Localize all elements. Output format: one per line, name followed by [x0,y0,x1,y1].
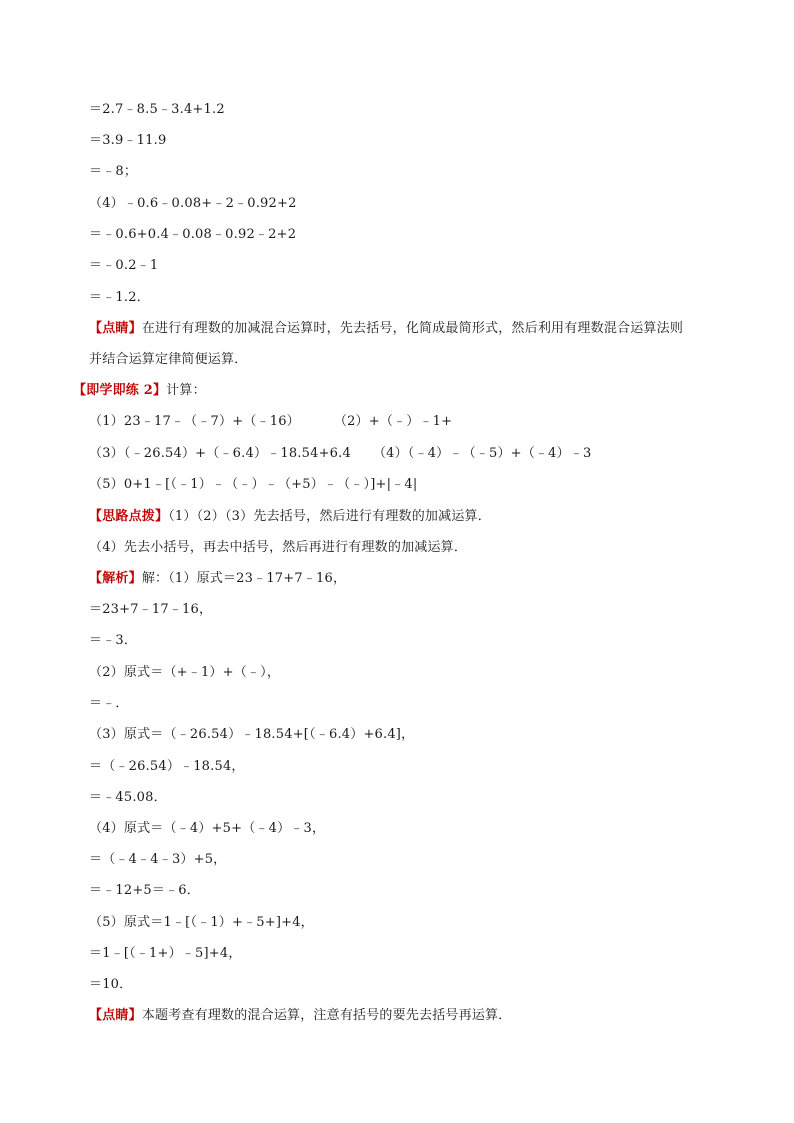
calc-line: ＝﹣8； [89,164,138,179]
key-point-paragraph [89,1007,511,1025]
solution-tag: 【解析】 [89,571,142,586]
hint-paragraph [89,508,491,526]
calc-line: （2）原式＝（+﹣1）+（﹣）， [89,665,281,680]
key-point-tag: 【点睛】 [89,321,142,336]
calc-line: ＝﹣3． [89,633,138,648]
key-point-tag: 【点睛】 [89,1008,142,1023]
calc-line: （5）原式＝1﹣[（﹣1）+﹣5+]+4， [89,915,314,930]
solution-paragraph [89,570,346,588]
calc-line: ＝10． [89,977,133,992]
problem-row [89,413,452,431]
problem-4: （4）（﹣4）﹣（﹣5）+（﹣4）﹣3 [372,446,592,461]
calc-line: ＝3.9﹣11.9 [89,133,167,148]
problem-1: （1）23﹣17﹣（﹣7）+（﹣16） [89,414,300,429]
problem-row [89,445,592,463]
calc-line: ＝﹣12+5＝﹣6． [89,883,200,898]
hint-tag: 【思路点拨】 [89,509,169,524]
calc-line: （4）原式＝（﹣4）+5+（﹣4）﹣3， [89,821,326,836]
calc-line: ＝﹣1.2． [89,290,150,305]
key-point-continuation: 并结合运算定律简便运算． [89,352,248,367]
calc-line: ＝﹣0.2﹣1 [89,258,159,273]
problem-2: （2）+（﹣）﹣1+ [333,414,453,429]
practice-heading [73,382,206,400]
practice-tag: 【即学即练 2】 [73,383,167,398]
calc-line: ＝﹣0.6+0.4﹣0.08﹣0.92﹣2+2 [89,227,297,242]
calc-line: ＝﹣． [89,696,129,711]
calc-line: （3）原式＝（﹣26.54）﹣18.54+[（﹣6.4）+6.4]， [89,727,415,742]
problem-3: （3）（﹣26.54）+（﹣6.4）﹣18.54+6.4 [89,446,351,461]
calc-line: ＝（﹣26.54）﹣18.54， [89,759,245,774]
problem-line: （4）﹣0.6﹣0.08+﹣2﹣0.92+2 [89,196,297,211]
key-point-paragraph [89,320,683,338]
practice-text: 计算： [166,383,206,398]
key-point-text: 本题考查有理数的混合运算，注意有括号的要先去括号再运算． [141,1008,512,1023]
calc-line: ＝2.7﹣8.5﹣3.4+1.2 [89,102,225,117]
calc-line: ＝（﹣4﹣4﹣3）+5， [89,852,227,867]
calc-line: ＝1﹣[（﹣1+）﹣5]+4， [89,946,242,961]
calc-line: ＝﹣45.08． [89,790,167,805]
calc-line: ＝23+7﹣17﹣16， [89,602,213,617]
key-point-text: 在进行有理数的加减混合运算时，先去括号，化简成最简形式，然后利用有理数混合运算法则 [141,321,684,336]
solution-text: 解：（1）原式＝23﹣17+7﹣16， [141,571,347,586]
problem-5: （5）0+1﹣[（﹣1）﹣（﹣）﹣（+5）﹣（﹣）]+|﹣4| [89,477,418,492]
hint-text: （1）（2）（3）先去括号，然后进行有理数的加减运算． [168,509,491,524]
hint-continuation: （4）先去小括号，再去中括号，然后再进行有理数的加减运算． [89,540,468,555]
